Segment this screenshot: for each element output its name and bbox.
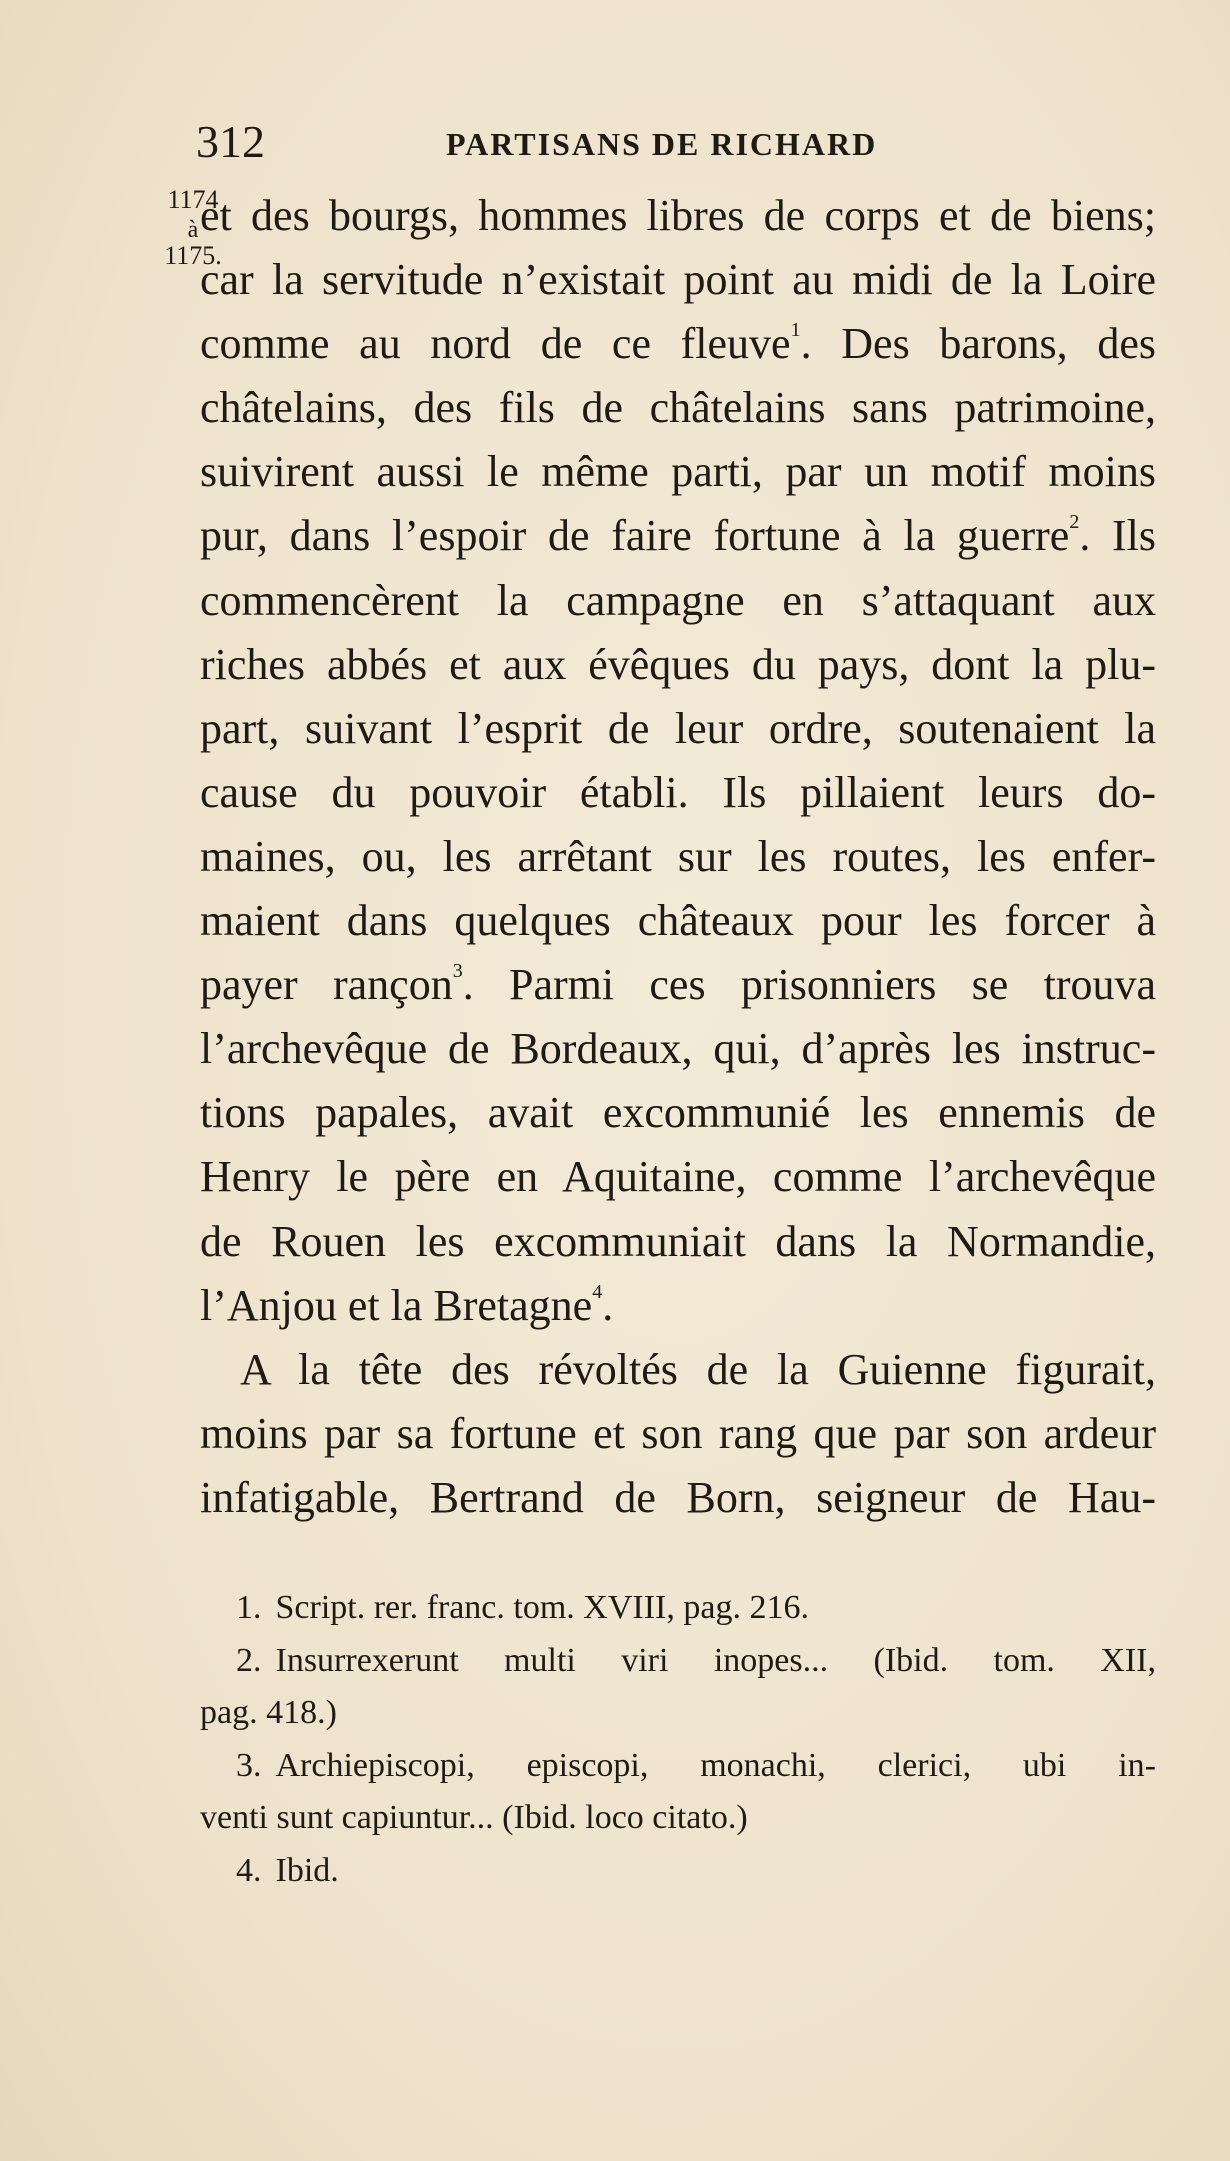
page-number: 312 <box>196 116 265 167</box>
footnote-1: 1. Script. rer. franc. tom. XVIII, pag. 216. <box>236 1589 809 1626</box>
body-line: l’Anjou et la Bretagne$^4$. <box>200 1280 614 1330</box>
body-line: payer rançon$^3$. Parmi ces prisonniers se trouva <box>200 960 1157 1010</box>
footnote-2: 2. Insurrexerunt multi viri inopes... (Ibid. tom. XII, <box>236 1641 1156 1679</box>
margin-date-start: 1174 <box>167 185 219 214</box>
body-text <box>200 184 1156 1530</box>
footnote-ref-2[interactable]: 2 <box>1069 511 1080 534</box>
body-line: part, suivant l’esprit de leur ordre, soutenaient la <box>200 703 1156 753</box>
body-line: moins par sa fortune et son rang que par son ardeur <box>200 1408 1156 1458</box>
footnote-2-continued: pag. 418.) <box>200 1694 337 1731</box>
body-line: l’archevêque de Bordeaux, qui, d’après les instruc- <box>200 1024 1156 1074</box>
body-line: tions papales, avait excommunié les ennemis de <box>200 1088 1156 1138</box>
body-line: A la tête des révoltés de la Guienne figurait, <box>240 1344 1156 1394</box>
body-line: riches abbés et aux évêques du pays, dont la plu- <box>200 639 1156 689</box>
footnotes <box>200 1582 1156 1897</box>
footnote-ref-1[interactable]: 1 <box>790 319 801 342</box>
body-line: maines, ou, les arrêtant sur les routes, les enfer- <box>200 831 1156 881</box>
body-line: de Rouen les excommuniait dans la Normandie, <box>200 1216 1156 1266</box>
body-line: châtelains, des fils de châtelains sans patrimoine, <box>200 383 1156 433</box>
body-line: commencèrent la campagne en s’attaquant aux <box>200 575 1156 625</box>
footnote-ref-3[interactable]: 3 <box>452 960 463 983</box>
body-line: et des bourgs, hommes libres de corps et de biens; <box>200 191 1156 240</box>
footnote-3-continued: venti sunt capiuntur... (Ibid. loco citato.) <box>200 1799 748 1836</box>
margin-date-separator: à <box>187 217 199 243</box>
margin-date-end: 1175. <box>164 241 222 270</box>
body-line: cause du pouvoir établi. Ils pillaient leurs do- <box>200 767 1156 817</box>
body-line: Henry le père en Aquitaine, comme l’archevêque <box>200 1152 1156 1202</box>
running-title: PARTISANS DE RICHARD <box>446 126 878 162</box>
body-line: comme au nord de ce fleuve$^1$. Des barons, des <box>200 319 1156 369</box>
body-line: maient dans quelques châteaux pour les forcer à <box>200 896 1156 946</box>
running-head <box>196 118 956 166</box>
footnote-3: 3. Archiepiscopi, episcopi, monachi, clerici, ubi in- <box>236 1746 1156 1784</box>
body-line: infatigable, Bertrand de Born, seigneur de Hau- <box>200 1472 1156 1522</box>
body-line: pur, dans l’espoir de faire fortune à la guerre$^2$. Ils <box>200 511 1157 561</box>
footnote-ref-4[interactable]: 4 <box>592 1280 603 1303</box>
body-line: suivirent aussi le même parti, par un motif moins <box>200 447 1156 497</box>
body-line: car la servitude n’existait point au midi de la Loire <box>200 255 1156 305</box>
footnote-4: 4. Ibid. <box>236 1851 339 1889</box>
